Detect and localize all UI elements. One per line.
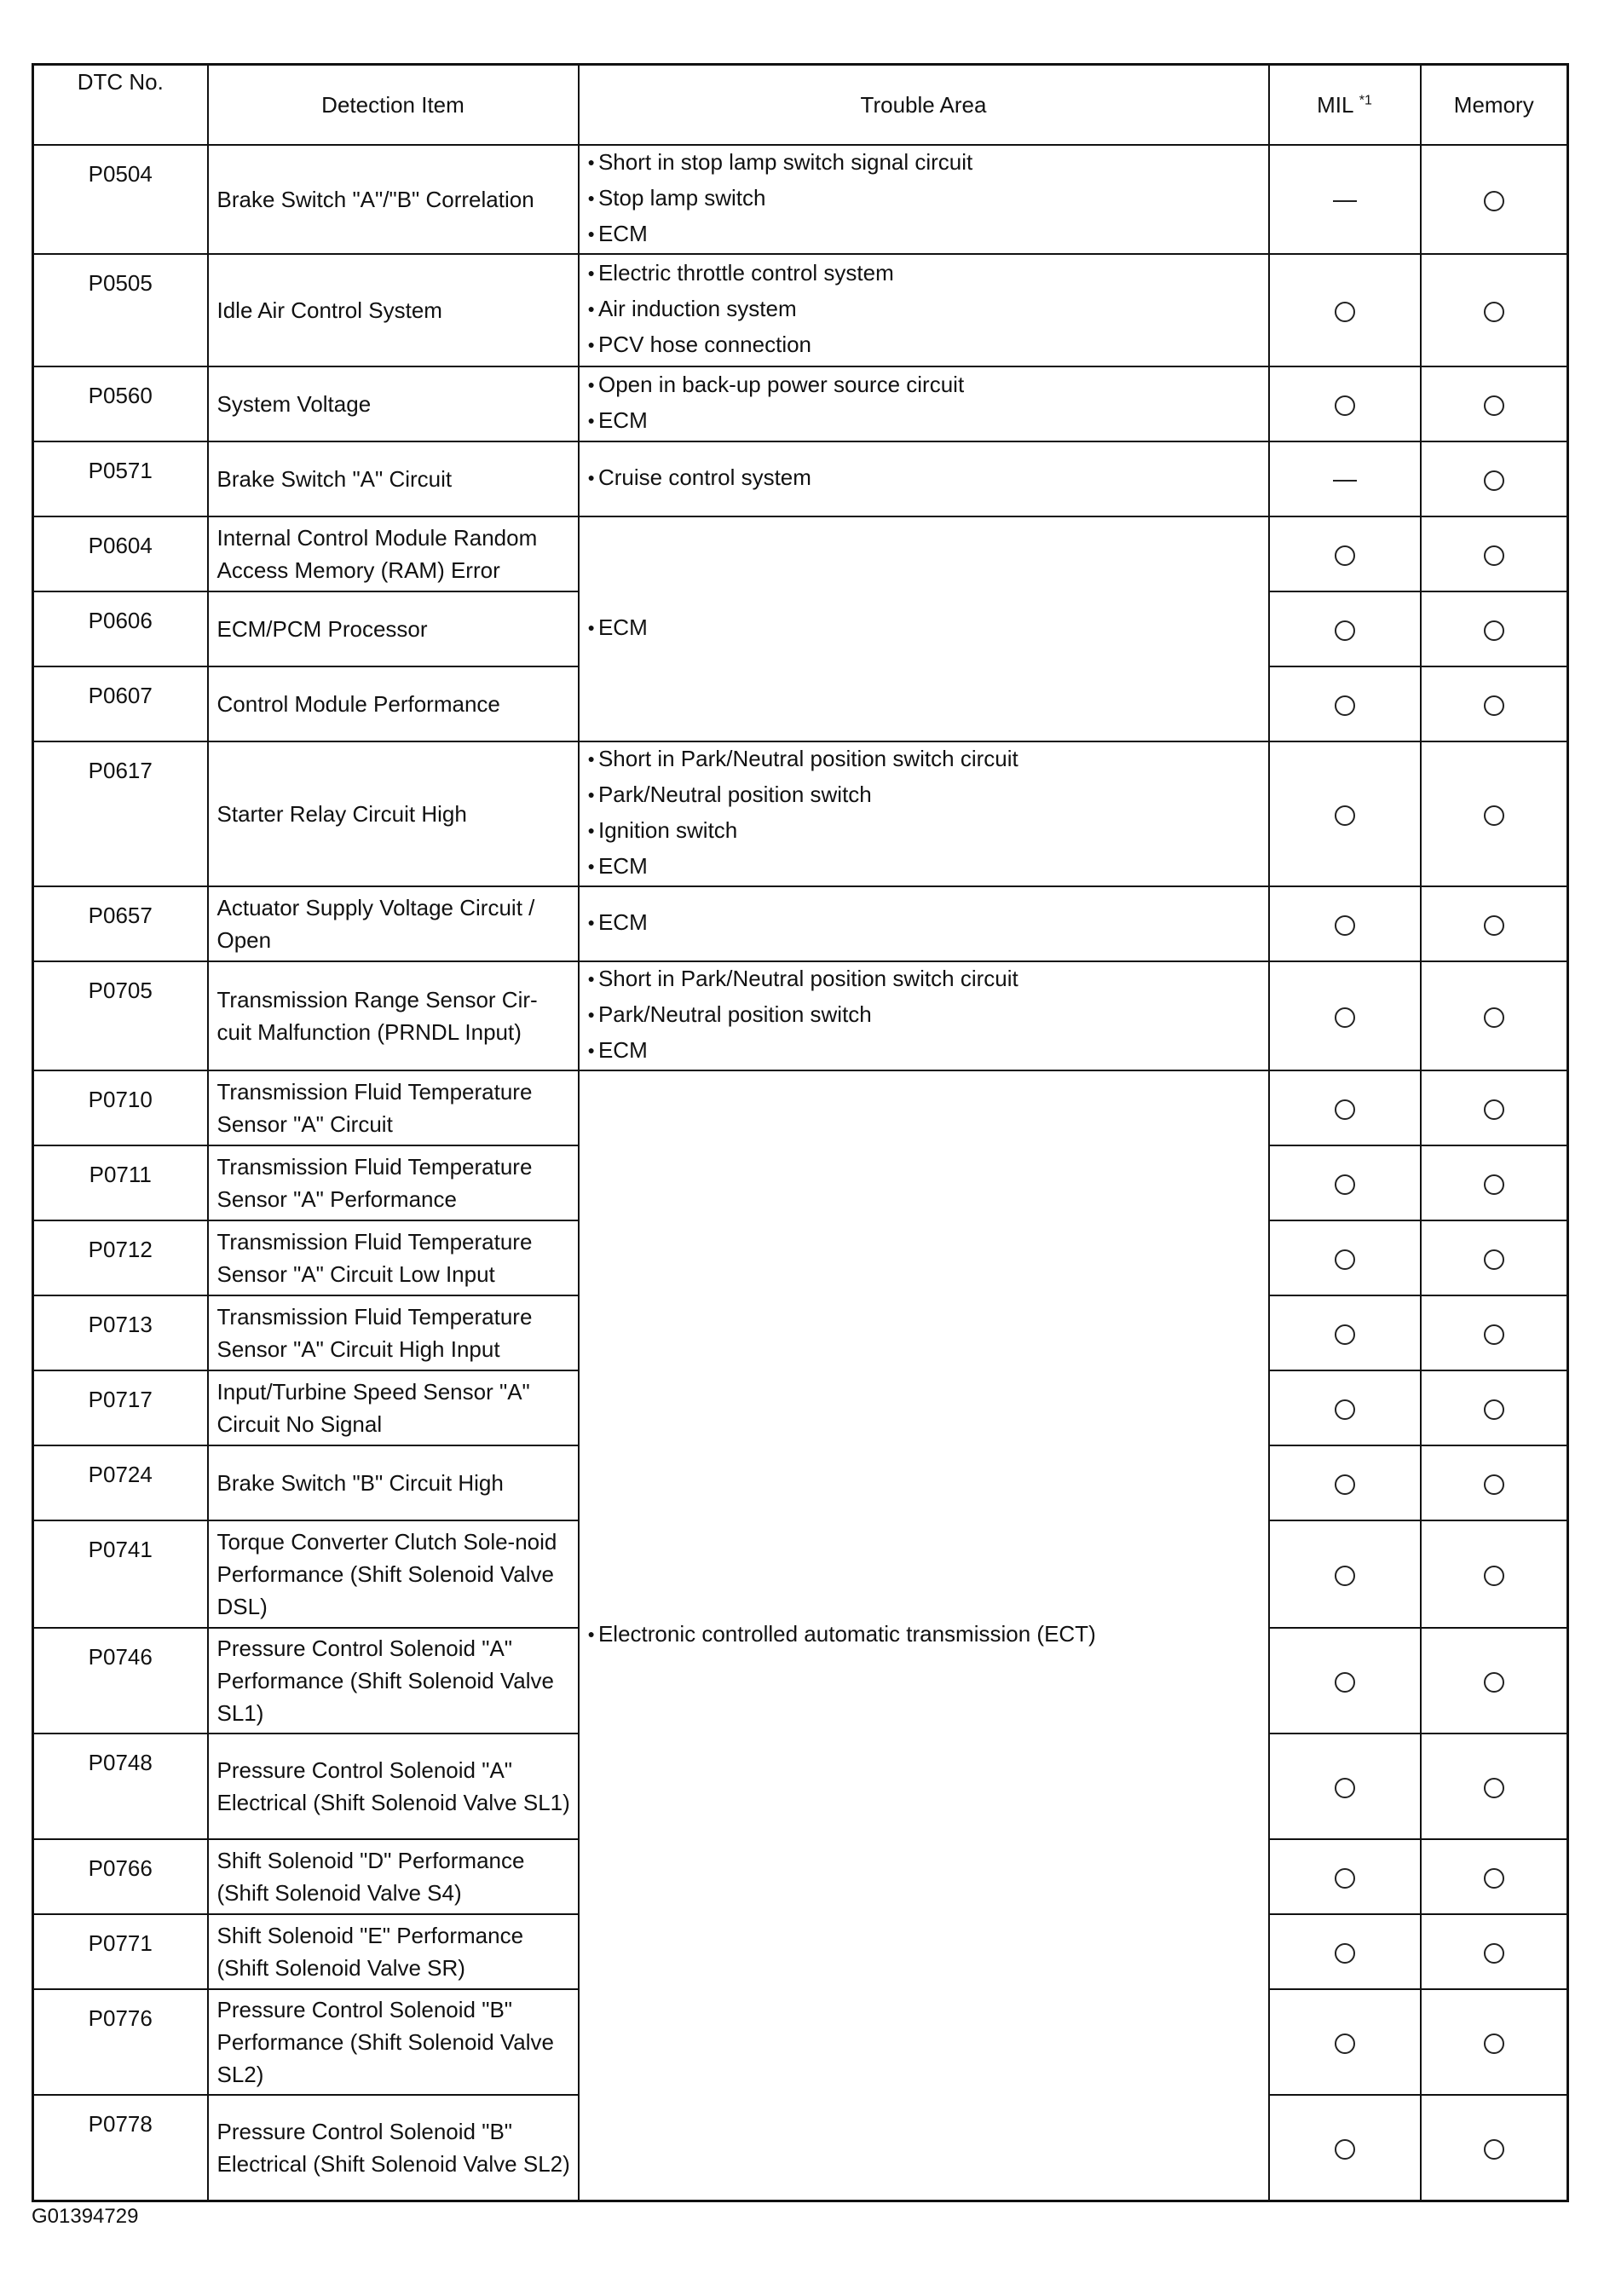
mil-circle-icon bbox=[1335, 1399, 1355, 1420]
memory-status bbox=[1421, 1295, 1568, 1370]
detection-item: Internal Control Module Random Access Memory (RAM) Error bbox=[208, 516, 579, 591]
trouble-area-text: Stop lamp switch bbox=[597, 185, 766, 211]
figure-id: G01394729 bbox=[32, 2205, 139, 2228]
trouble-area-line bbox=[588, 611, 1261, 647]
detection-item: Transmission Fluid Temperature Sensor "A" Performance bbox=[208, 1145, 579, 1220]
memory-status bbox=[1421, 1628, 1568, 1734]
memory-circle-icon bbox=[1484, 1566, 1504, 1586]
mil-circle-icon bbox=[1335, 1868, 1355, 1889]
memory-circle-icon bbox=[1484, 805, 1504, 826]
mil-circle-icon bbox=[1335, 1778, 1355, 1798]
trouble-area-text: Air induction system bbox=[597, 296, 797, 321]
memory-circle-icon bbox=[1484, 915, 1504, 936]
dtc-code: P0711 bbox=[33, 1145, 208, 1220]
dtc-code: P0766 bbox=[33, 1839, 208, 1914]
table-row bbox=[33, 886, 1568, 961]
bullet-icon: ● bbox=[587, 337, 595, 351]
detection-item: Control Module Performance bbox=[208, 666, 579, 741]
table-row bbox=[33, 741, 1568, 886]
bullet-icon: ● bbox=[587, 191, 595, 205]
memory-status bbox=[1421, 1445, 1568, 1520]
mil-circle-icon bbox=[1335, 1099, 1355, 1120]
dtc-code: P0748 bbox=[33, 1734, 208, 1839]
mil-circle-icon bbox=[1335, 695, 1355, 716]
detection-item: Pressure Control Solenoid "A" Performance (Shift Solenoid Valve SL1) bbox=[208, 1628, 579, 1734]
detection-item: Shift Solenoid "D" Performance (Shift Solenoid Valve S4) bbox=[208, 1839, 579, 1914]
mil-status bbox=[1269, 1220, 1421, 1295]
table-row bbox=[33, 254, 1568, 366]
mil-circle-icon bbox=[1335, 620, 1355, 641]
memory-circle-icon bbox=[1484, 1943, 1504, 1964]
detection-item: Actuator Supply Voltage Circuit / Open bbox=[208, 886, 579, 961]
bullet-icon: ● bbox=[587, 1007, 595, 1021]
bullet-icon: ● bbox=[587, 155, 595, 169]
trouble-area-line bbox=[588, 742, 1261, 778]
detection-item: Starter Relay Circuit High bbox=[208, 741, 579, 886]
mil-status bbox=[1269, 1295, 1421, 1370]
mil-status bbox=[1269, 1628, 1421, 1734]
memory-circle-icon bbox=[1484, 191, 1504, 211]
mil-status bbox=[1269, 591, 1421, 666]
memory-circle-icon bbox=[1484, 470, 1504, 491]
header-mil-label: MIL bbox=[1317, 92, 1353, 118]
memory-status bbox=[1421, 1220, 1568, 1295]
trouble-area-line bbox=[588, 182, 1261, 217]
trouble-area-line bbox=[588, 1618, 1261, 1653]
memory-circle-icon bbox=[1484, 1399, 1504, 1420]
trouble-area bbox=[579, 516, 1269, 741]
dtc-code: P0778 bbox=[33, 2095, 208, 2201]
trouble-area bbox=[579, 254, 1269, 366]
dtc-code: P0607 bbox=[33, 666, 208, 741]
mil-circle-icon bbox=[1335, 2034, 1355, 2054]
memory-status bbox=[1421, 1989, 1568, 2095]
dtc-code: P0713 bbox=[33, 1295, 208, 1370]
trouble-area-text: Short in Park/Neutral position switch circuit bbox=[597, 746, 1018, 771]
mil-status bbox=[1269, 254, 1421, 366]
dtc-code: P0571 bbox=[33, 441, 208, 516]
trouble-area-line bbox=[588, 146, 1261, 182]
memory-status bbox=[1421, 1070, 1568, 1145]
bullet-icon: ● bbox=[587, 823, 595, 837]
trouble-area-text: Electric throttle control system bbox=[597, 260, 894, 286]
header-row bbox=[33, 65, 1568, 146]
dtc-code: P0741 bbox=[33, 1520, 208, 1628]
dtc-code: P0657 bbox=[33, 886, 208, 961]
trouble-area-line bbox=[588, 292, 1261, 328]
trouble-area-line bbox=[588, 404, 1261, 440]
dtc-table-body bbox=[33, 145, 1568, 2201]
bullet-icon: ● bbox=[587, 620, 595, 634]
dtc-table bbox=[32, 63, 1569, 2202]
trouble-area-line bbox=[588, 850, 1261, 886]
mil-status bbox=[1269, 1989, 1421, 2095]
detection-item: Transmission Fluid Temperature Sensor "A" Circuit Low Input bbox=[208, 1220, 579, 1295]
mil-circle-icon bbox=[1335, 302, 1355, 322]
detection-item: Torque Converter Clutch Sole-noid Performance (Shift Solenoid Valve DSL) bbox=[208, 1520, 579, 1628]
header-dtc: DTC No. bbox=[33, 65, 208, 146]
trouble-area-line bbox=[588, 217, 1261, 253]
memory-status bbox=[1421, 516, 1568, 591]
mil-circle-icon bbox=[1335, 1474, 1355, 1495]
bullet-icon: ● bbox=[587, 1043, 595, 1057]
trouble-area-text: Park/Neutral position switch bbox=[597, 1001, 872, 1027]
memory-circle-icon bbox=[1484, 1249, 1504, 1270]
detection-item: Pressure Control Solenoid "A" Electrical (Shift Solenoid Valve SL1) bbox=[208, 1734, 579, 1839]
memory-status bbox=[1421, 1370, 1568, 1445]
table-row bbox=[33, 961, 1568, 1070]
trouble-area-line bbox=[588, 998, 1261, 1034]
table-row bbox=[33, 1070, 1568, 1145]
bullet-icon: ● bbox=[587, 752, 595, 765]
trouble-area-text: Open in back-up power source circuit bbox=[597, 372, 965, 397]
mil-dash-icon bbox=[1333, 200, 1357, 202]
dtc-code: P0560 bbox=[33, 366, 208, 441]
mil-status bbox=[1269, 1370, 1421, 1445]
table-row bbox=[33, 145, 1568, 254]
mil-circle-icon bbox=[1335, 1174, 1355, 1195]
trouble-area-line bbox=[588, 461, 1261, 497]
memory-status bbox=[1421, 591, 1568, 666]
memory-circle-icon bbox=[1484, 1868, 1504, 1889]
detection-item: Pressure Control Solenoid "B" Performance (Shift Solenoid Valve SL2) bbox=[208, 1989, 579, 2095]
mil-status bbox=[1269, 1145, 1421, 1220]
memory-status bbox=[1421, 961, 1568, 1070]
mil-status bbox=[1269, 145, 1421, 254]
header-memory: Memory bbox=[1421, 65, 1568, 146]
trouble-area-text: Ignition switch bbox=[597, 817, 738, 843]
bullet-icon: ● bbox=[587, 787, 595, 801]
memory-status bbox=[1421, 1520, 1568, 1628]
detection-item: Transmission Fluid Temperature Sensor "A" Circuit High Input bbox=[208, 1295, 579, 1370]
detection-item: Shift Solenoid "E" Performance (Shift Solenoid Valve SR) bbox=[208, 1914, 579, 1989]
detection-item: Brake Switch "A" Circuit bbox=[208, 441, 579, 516]
bullet-icon: ● bbox=[587, 266, 595, 280]
dtc-code: P0746 bbox=[33, 1628, 208, 1734]
mil-status bbox=[1269, 741, 1421, 886]
trouble-area-line bbox=[588, 906, 1261, 942]
memory-circle-icon bbox=[1484, 2139, 1504, 2160]
bullet-icon: ● bbox=[587, 302, 595, 315]
detection-item: Pressure Control Solenoid "B" Electrical (Shift Solenoid Valve SL2) bbox=[208, 2095, 579, 2201]
trouble-area-line bbox=[588, 257, 1261, 292]
trouble-area-text: Park/Neutral position switch bbox=[597, 782, 872, 807]
dtc-code: P0505 bbox=[33, 254, 208, 366]
memory-status bbox=[1421, 1734, 1568, 1839]
mil-status bbox=[1269, 666, 1421, 741]
memory-status bbox=[1421, 441, 1568, 516]
mil-circle-icon bbox=[1335, 805, 1355, 826]
memory-circle-icon bbox=[1484, 395, 1504, 416]
trouble-area bbox=[579, 886, 1269, 961]
trouble-area-text: ECM bbox=[597, 407, 648, 433]
memory-status bbox=[1421, 1839, 1568, 1914]
mil-circle-icon bbox=[1335, 1007, 1355, 1028]
memory-status bbox=[1421, 2095, 1568, 2201]
memory-circle-icon bbox=[1484, 2034, 1504, 2054]
bullet-icon: ● bbox=[587, 1626, 595, 1641]
mil-status bbox=[1269, 1839, 1421, 1914]
trouble-area bbox=[579, 366, 1269, 441]
detection-item: ECM/PCM Processor bbox=[208, 591, 579, 666]
trouble-area bbox=[579, 961, 1269, 1070]
mil-status bbox=[1269, 1445, 1421, 1520]
detection-item: Idle Air Control System bbox=[208, 254, 579, 366]
memory-circle-icon bbox=[1484, 1174, 1504, 1195]
table-row bbox=[33, 516, 1568, 591]
header-mil bbox=[1269, 65, 1421, 146]
memory-status bbox=[1421, 254, 1568, 366]
trouble-area bbox=[579, 1070, 1269, 2201]
trouble-area-text: ECM bbox=[597, 1037, 648, 1063]
detection-item: System Voltage bbox=[208, 366, 579, 441]
dtc-code: P0705 bbox=[33, 961, 208, 1070]
memory-circle-icon bbox=[1484, 620, 1504, 641]
trouble-area bbox=[579, 441, 1269, 516]
dtc-code: P0617 bbox=[33, 741, 208, 886]
header-mil-note: *1 bbox=[1359, 93, 1372, 108]
trouble-area-text: Cruise control system bbox=[597, 464, 811, 490]
mil-status bbox=[1269, 886, 1421, 961]
trouble-area bbox=[579, 145, 1269, 254]
mil-status bbox=[1269, 1914, 1421, 1989]
detection-item: Transmission Range Sensor Cir-cuit Malfunction (PRNDL Input) bbox=[208, 961, 579, 1070]
memory-status bbox=[1421, 741, 1568, 886]
mil-circle-icon bbox=[1335, 2139, 1355, 2160]
memory-circle-icon bbox=[1484, 1324, 1504, 1345]
trouble-area-line bbox=[588, 778, 1261, 814]
dtc-code: P0710 bbox=[33, 1070, 208, 1145]
memory-status bbox=[1421, 1914, 1568, 1989]
memory-status bbox=[1421, 145, 1568, 254]
mil-circle-icon bbox=[1335, 1324, 1355, 1345]
bullet-icon: ● bbox=[587, 859, 595, 873]
dtc-code: P0504 bbox=[33, 145, 208, 254]
header-detection-item: Detection Item bbox=[208, 65, 579, 146]
trouble-area-line bbox=[588, 962, 1261, 998]
dtc-code: P0606 bbox=[33, 591, 208, 666]
trouble-area-line bbox=[588, 814, 1261, 850]
dtc-code: P0712 bbox=[33, 1220, 208, 1295]
dtc-code: P0771 bbox=[33, 1914, 208, 1989]
trouble-area-text: ECM bbox=[597, 909, 648, 935]
bullet-icon: ● bbox=[587, 470, 595, 484]
memory-circle-icon bbox=[1484, 1474, 1504, 1495]
dtc-code: P0717 bbox=[33, 1370, 208, 1445]
header-trouble-area: Trouble Area bbox=[579, 65, 1269, 146]
memory-circle-icon bbox=[1484, 302, 1504, 322]
mil-circle-icon bbox=[1335, 1249, 1355, 1270]
dtc-code: P0604 bbox=[33, 516, 208, 591]
dtc-code: P0776 bbox=[33, 1989, 208, 2095]
mil-status bbox=[1269, 1070, 1421, 1145]
memory-circle-icon bbox=[1484, 1007, 1504, 1028]
trouble-area-text: PCV hose connection bbox=[597, 332, 812, 357]
memory-circle-icon bbox=[1484, 1672, 1504, 1693]
memory-status bbox=[1421, 886, 1568, 961]
mil-circle-icon bbox=[1335, 1943, 1355, 1964]
memory-circle-icon bbox=[1484, 695, 1504, 716]
mil-circle-icon bbox=[1335, 915, 1355, 936]
trouble-area-line bbox=[588, 1034, 1261, 1070]
memory-status bbox=[1421, 366, 1568, 441]
trouble-area bbox=[579, 741, 1269, 886]
memory-status bbox=[1421, 666, 1568, 741]
mil-status bbox=[1269, 1520, 1421, 1628]
mil-status bbox=[1269, 2095, 1421, 2201]
trouble-area-text: ECM bbox=[597, 221, 648, 246]
detection-item: Input/Turbine Speed Sensor "A" Circuit No Signal bbox=[208, 1370, 579, 1445]
mil-status bbox=[1269, 441, 1421, 516]
table-row bbox=[33, 366, 1568, 441]
detection-item: Transmission Fluid Temperature Sensor "A" Circuit bbox=[208, 1070, 579, 1145]
bullet-icon: ● bbox=[587, 227, 595, 240]
mil-circle-icon bbox=[1335, 545, 1355, 566]
trouble-area-text: Short in stop lamp switch signal circuit bbox=[597, 149, 973, 175]
mil-status bbox=[1269, 1734, 1421, 1839]
table-row bbox=[33, 441, 1568, 516]
bullet-icon: ● bbox=[587, 378, 595, 391]
trouble-area-line bbox=[588, 328, 1261, 364]
mil-circle-icon bbox=[1335, 1672, 1355, 1693]
memory-circle-icon bbox=[1484, 1778, 1504, 1798]
trouble-area-line bbox=[588, 368, 1261, 404]
mil-status bbox=[1269, 516, 1421, 591]
dtc-code: P0724 bbox=[33, 1445, 208, 1520]
mil-dash-icon bbox=[1333, 480, 1357, 482]
memory-circle-icon bbox=[1484, 1099, 1504, 1120]
detection-item: Brake Switch "B" Circuit High bbox=[208, 1445, 579, 1520]
detection-item: Brake Switch "A"/"B" Correlation bbox=[208, 145, 579, 254]
mil-circle-icon bbox=[1335, 395, 1355, 416]
trouble-area-text: ECM bbox=[597, 614, 648, 640]
bullet-icon: ● bbox=[587, 915, 595, 929]
bullet-icon: ● bbox=[587, 413, 595, 427]
trouble-area-text: Short in Park/Neutral position switch circuit bbox=[597, 966, 1018, 991]
mil-status bbox=[1269, 366, 1421, 441]
memory-status bbox=[1421, 1145, 1568, 1220]
mil-status bbox=[1269, 961, 1421, 1070]
trouble-area-text: ECM bbox=[597, 853, 648, 879]
memory-circle-icon bbox=[1484, 545, 1504, 566]
bullet-icon: ● bbox=[587, 972, 595, 985]
mil-circle-icon bbox=[1335, 1566, 1355, 1586]
trouble-area-text: Electronic controlled automatic transmission (ECT) bbox=[597, 1620, 1096, 1647]
